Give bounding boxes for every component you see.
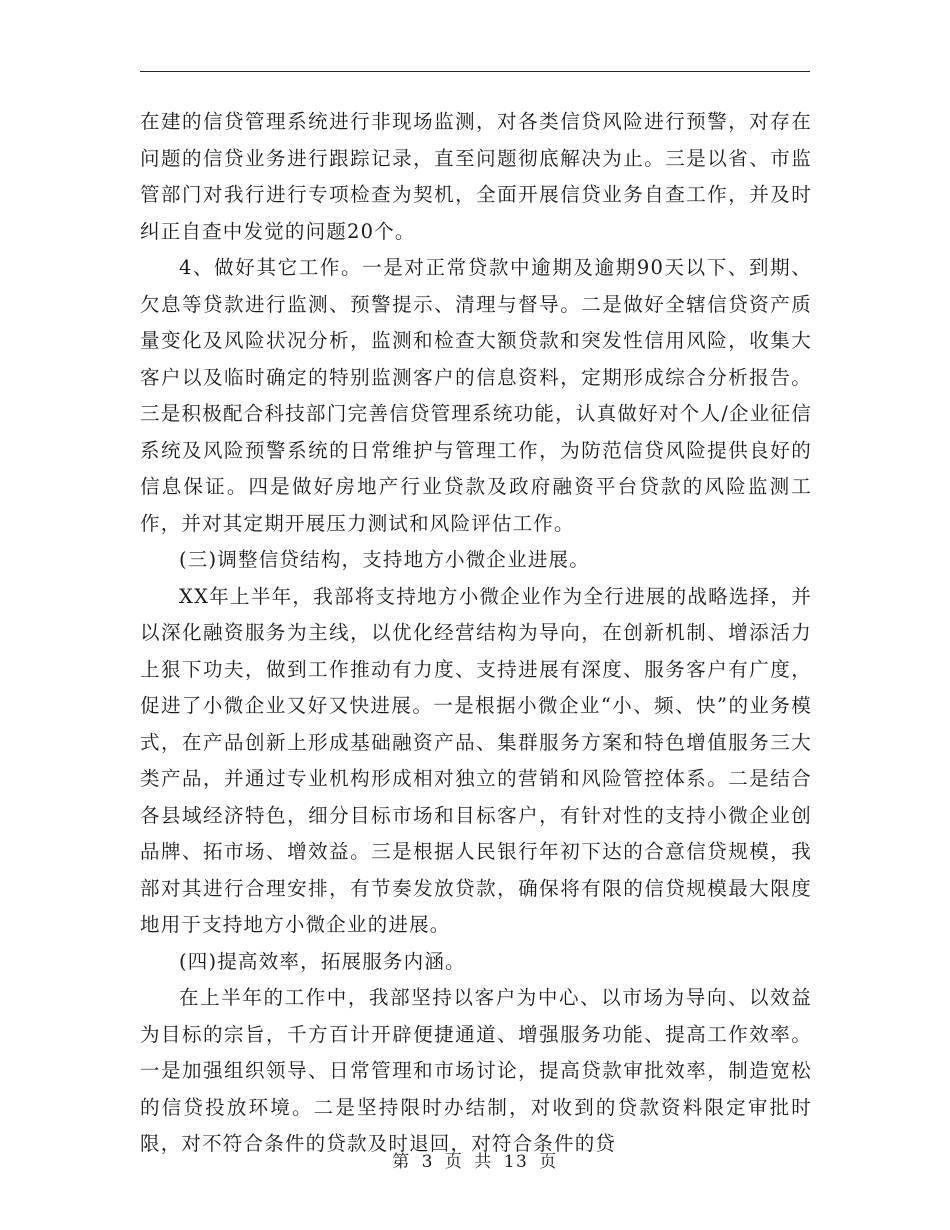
- document-body: [140, 104, 812, 1163]
- paragraph-4: XX年上半年，我部将支持地方小微企业作为全行进展的战略选择，并以深化融资服务为主线，以优化经营结构为导向，在创新机制、增添活力上狠下功夫，做到工作推动有力度、支持进展有深度、服务客户有广度，促进了小微企业又好又快进展。一是根据小微企业“小、频、快”的业务模式，在产品创新上形成基础融资产品、集群服务方案和特色增值服务三大类产品，并通过专业机构形成相对独立的营销和风险管控体系。二是结合各县域经济特色，细分目标市场和目标客户，有针对性的支持小微企业创品牌、拓市场、增效益。三是根据人民银行年初下达的合意信贷规模，我部对其进行合理安排，有节奏发放贷款，确保将有限的信贷规模最大限度地用于支持地方小微企业的进展。: [140, 584, 812, 936]
- header-rule: [140, 71, 810, 72]
- page-number: 第 3 页 共 13 页: [392, 1152, 558, 1172]
- section-heading-4: (四)提高效率，拓展服务内涵。: [179, 949, 466, 973]
- paragraph-1: 在建的信贷管理系统进行非现场监测，对各类信贷风险进行预警，对存在问题的信贷业务进行跟踪记录，直至问题彻底解决为止。三是以省、市监管部门对我行进行专项检查为契机，全面开展信贷业务自查工作，并及时纠正自查中发觉的问题20个。: [140, 110, 812, 243]
- paragraph-6: 在上半年的工作中，我部坚持以客户为中心、以市场为导向、以效益为目标的宗旨，千方百计开辟便捷通道、增强服务功能、提高工作效率。一是加强组织领导、日常管理和市场讨论，提高贷款审批效率，制造宽松的信贷投放环境。二是坚持限时办结制，对收到的贷款资料限定审批时限，对不符合条件的贷款及时退回，对符合条件的贷: [140, 986, 812, 1155]
- section-heading-3: (三)调整信贷结构，支持地方小微企业进展。: [179, 548, 590, 571]
- paragraph-2: 4、做好其它工作。一是对正常贷款中逾期及逾期90天以下、到期、欠息等贷款进行监测、预警提示、清理与督导。二是做好全辖信贷资产质量变化及风险状况分析，监测和检查大额贷款和突发性信用风险，收集大客户以及临时确定的特别监测客户的信息资料，定期形成综合分析报告。三是积极配合科技部门完善信贷管理系统功能，认真做好对个人/企业征信系统及风险预警系统的日常维护与管理工作，为防范信贷风险提供良好的信息保证。四是做好房地产行业贷款及政府融资平台贷款的风险监测工作，并对其定期开展压力测试和风险评估工作。: [140, 256, 812, 535]
